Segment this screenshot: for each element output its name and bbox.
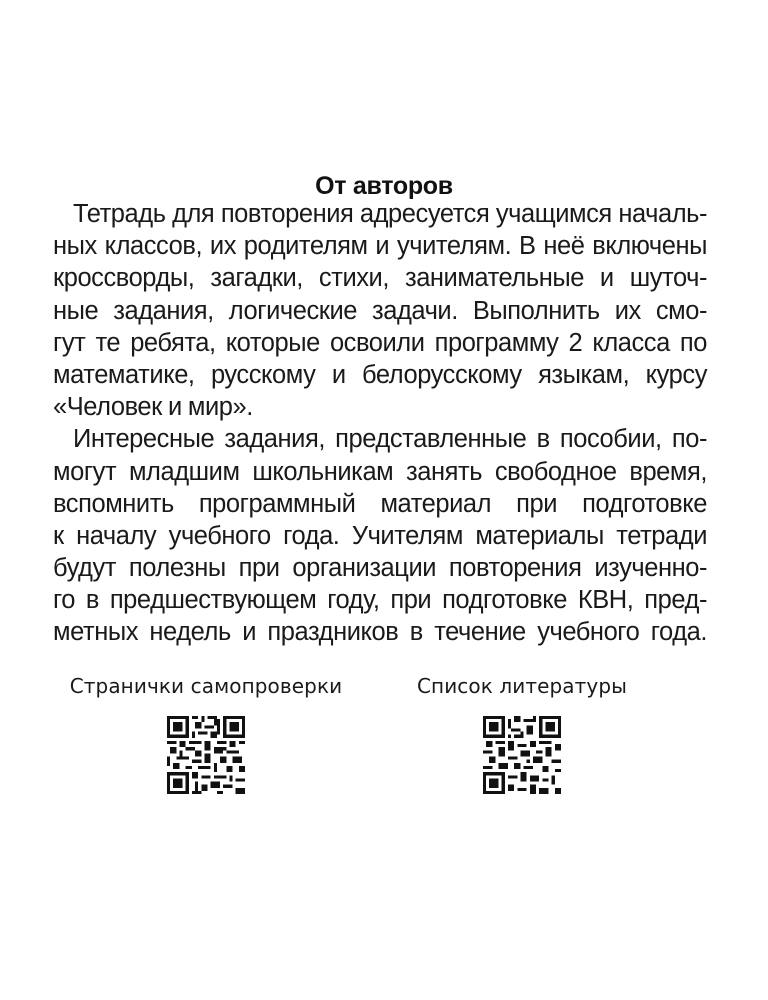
text-line: гут те ребята, которые освоили программу 2 класса по [53,328,707,357]
paragraph-purpose [53,423,707,648]
text-line: математике, русскому и белорусскому языкам, курсу [53,360,707,389]
text-line: кроссворды, загадки, стихи, занимательные и шуточ- [53,264,707,293]
qr-label-bibliography: Список литературы [416,674,628,698]
text-line: метных недель и праздников в течение учебного года. [53,618,707,647]
body-text [53,198,707,649]
text-line: ные задания, логические задачи. Выполнить их смо- [53,296,707,325]
text-line: к началу учебного года. Учителям материалы тетради [53,521,707,550]
text-line: могут младшим школьникам занять свободное время, [53,457,707,486]
paragraph-intro [53,198,707,423]
text-line: «Человек и мир». [53,393,253,422]
text-line: вспомнить программный материал при подготовке [53,489,707,518]
text-line: ных классов, их родителям и учителям. В неё включены [53,232,707,261]
qr-code-icon[interactable] [167,716,245,794]
qr-block-self-check [46,672,366,794]
qr-block-bibliography [362,672,682,794]
qr-label-self-check: Странички самопроверки [69,674,343,698]
page-title: От авторов [315,171,453,200]
text-line: будут полезны при организации повторения изученно- [53,554,707,583]
text-line: го в предшествующем году, при подготовке КВН, пред- [53,586,707,615]
qr-code-icon[interactable] [483,716,561,794]
text-line: Интересные задания, представленные в пособии, по- [73,425,707,454]
text-line: Тетрадь для повторения адресуется учащимся началь- [73,200,707,228]
